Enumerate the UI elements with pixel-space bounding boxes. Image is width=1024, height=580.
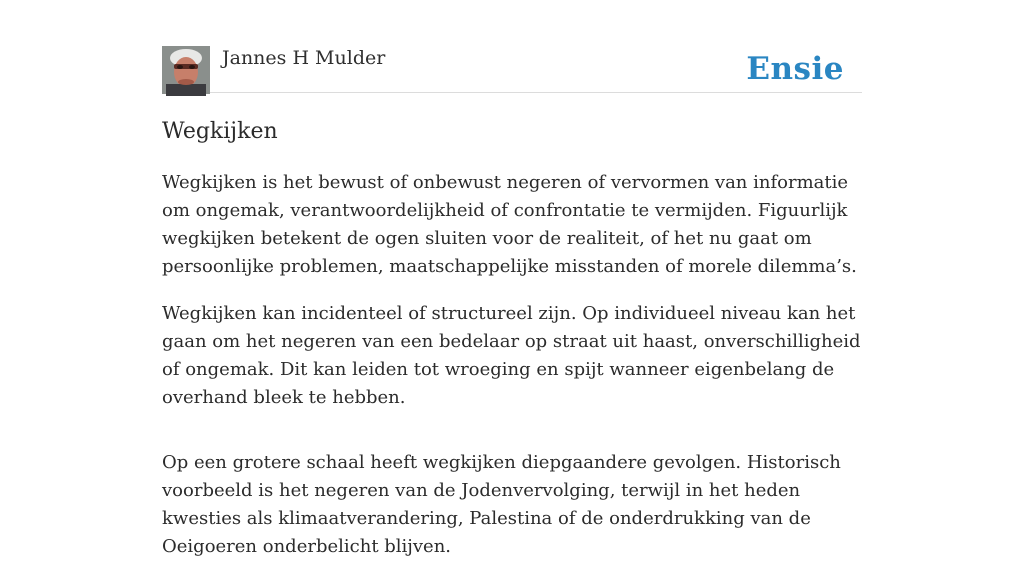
paragraph: Op een grotere schaal heeft wegkijken diepgaandere gevolgen. Historisch voorbeeld is het negeren van de Jodenvervolging, terwijl in het heden kwesties als klimaatverandering, Palestina of de onderdrukking van de Oeigoeren onderbelicht blijven. <box>162 452 841 557</box>
author-avatar[interactable] <box>162 46 210 94</box>
entry-title: Wegkijken <box>162 119 278 144</box>
entry-header <box>162 0 862 93</box>
entry-body <box>162 169 862 561</box>
paragraph: Wegkijken kan incidenteel of structureel zijn. Op individueel niveau kan het gaan om het negeren van een bedelaar op straat uit haast, onverschilligheid of ongemak. Dit kan leiden tot wroeging en spijt wanneer eigenbelang de overhand bleek te hebben. <box>162 303 861 408</box>
brand-logo[interactable]: Ensie <box>746 51 844 87</box>
paragraph: Wegkijken is het bewust of onbewust negeren of vervormen van informatie om ongemak, verantwoordelijkheid of confrontatie te vermijden. Figuurlijk wegkijken betekent de ogen sluiten voor de realiteit, of het nu gaat om persoonlijke problemen, maatschappelijke misstanden of morele dilemma’s. <box>162 172 857 277</box>
avatar-portrait-icon <box>162 46 210 94</box>
author-name[interactable]: Jannes H Mulder <box>222 47 386 69</box>
entry-card <box>162 0 862 580</box>
